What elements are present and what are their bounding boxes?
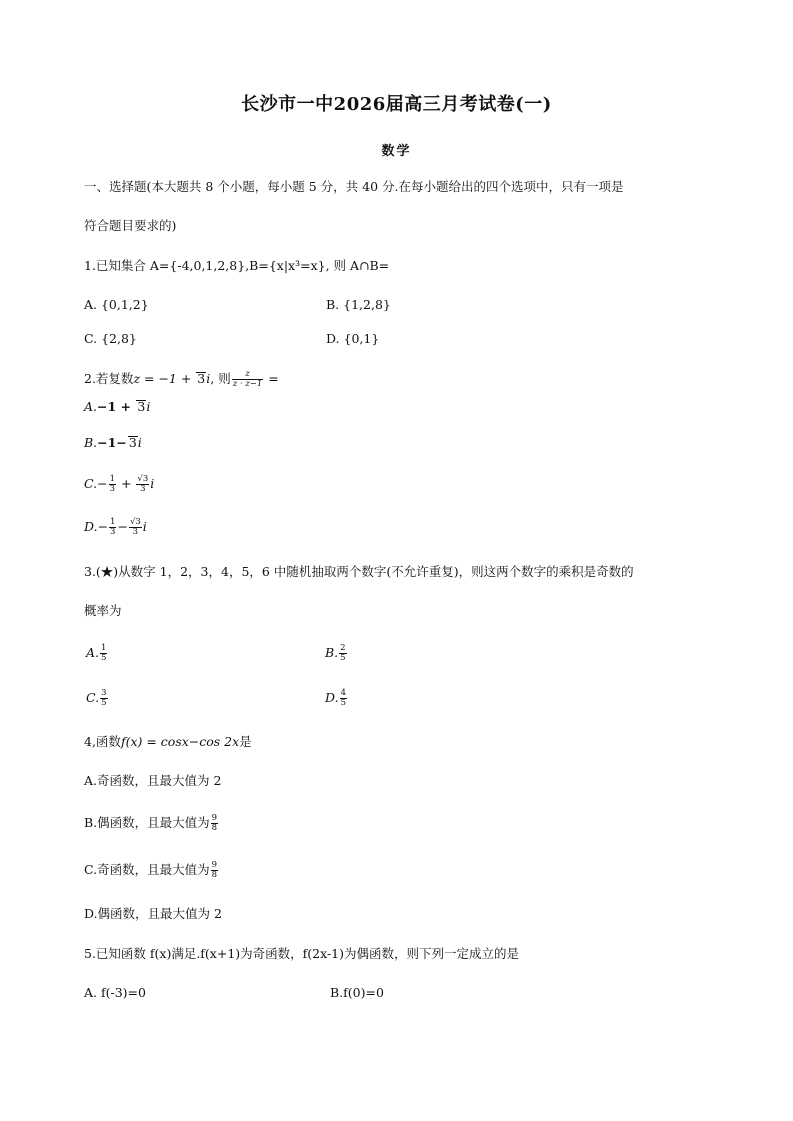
q3-d-label: D. xyxy=(325,690,339,705)
q2-c-minus: − xyxy=(97,476,108,491)
q3-stem-line1: 3.(★)从数字 1，2，3，4，5，6 中随机抽取两个数字(不允许重复)，则这两个数字的乘积是奇数的 xyxy=(84,564,634,579)
q2-a-sqrt: 3 xyxy=(137,399,146,414)
q5-option-b: B.f(0)=0 xyxy=(330,985,384,1000)
q3-b-num: 2 xyxy=(340,643,346,653)
q2-b-label: B. xyxy=(84,435,98,450)
q2-b-sqrt: 3 xyxy=(128,435,137,450)
q3-a-label: A. xyxy=(86,645,100,660)
q2-c-frac2-den: 3 xyxy=(140,484,146,494)
q2-d-label: D. xyxy=(84,519,98,534)
q2-d-minus: − xyxy=(97,519,109,534)
q2-d-i: i xyxy=(142,519,147,534)
q2-d-frac2-sqrt: 3 xyxy=(135,517,141,527)
q3-d-num: 4 xyxy=(340,688,346,698)
q4-c-den: 8 xyxy=(211,870,218,880)
q4-b-frac xyxy=(211,814,218,833)
q2-stem xyxy=(84,370,279,389)
q3-a-frac xyxy=(100,644,107,663)
q2-c-frac2-num: √3 xyxy=(137,474,149,484)
q2-stem-i: i xyxy=(206,371,211,386)
q2-option-b xyxy=(84,434,142,452)
q2-a-label: A. xyxy=(84,399,98,414)
q2-frac-den: z · z−1 xyxy=(232,379,263,389)
q3-c-den: 5 xyxy=(101,698,107,708)
q2-frac-num: z xyxy=(232,370,264,380)
q4-c-frac xyxy=(211,861,218,880)
q2-d-frac1-num: 1 xyxy=(110,517,116,527)
q2-d-frac1-den: 3 xyxy=(110,527,116,537)
q2-c-frac2-sqrt: 3 xyxy=(142,474,149,484)
q2-stem-z: z = −1 + xyxy=(133,371,196,386)
q2-stem-prefix: 2.若复数 xyxy=(84,371,134,386)
q2-c-i: i xyxy=(150,476,155,491)
q4-b-den: 8 xyxy=(211,823,218,833)
q4-c-num: 9 xyxy=(211,860,218,870)
q3-c-frac xyxy=(100,689,107,708)
section-instructions-line2: 符合题目要求的) xyxy=(84,218,177,233)
q2-b-expr: −1− xyxy=(97,435,127,450)
subject-title: 数学 xyxy=(381,144,412,159)
exam-title: 长沙市一中2026届高三月考试卷(一) xyxy=(241,94,552,115)
section-instructions-line1: 一、选择题(本大题共 8 个小题，每小题 5 分，共 40 分.在每小题给出的四个选项中，只有一项是 xyxy=(84,179,624,194)
q2-c-frac2 xyxy=(136,475,149,494)
q2-c-label: C. xyxy=(84,476,98,491)
q1-option-d: D. {0,1} xyxy=(326,331,380,346)
q4-option-c xyxy=(84,861,219,880)
q2-c-frac1-num: 1 xyxy=(109,474,115,484)
q3-option-b xyxy=(325,644,348,663)
q2-a-expr: −1 + xyxy=(97,399,136,414)
q2-c-frac1-den: 3 xyxy=(109,484,115,494)
q2-d-minus2: − xyxy=(117,519,128,534)
q1-option-c: C. {2,8} xyxy=(84,331,137,346)
q3-c-num: 3 xyxy=(101,688,107,698)
q1-stem: 1.已知集合 A={-4,0,1,2,8},B={x|x³=x}, 则 A∩B= xyxy=(84,258,390,273)
q3-a-den: 5 xyxy=(101,653,107,663)
q2-option-a xyxy=(84,398,150,416)
q1-option-a: A. {0,1,2} xyxy=(84,297,149,312)
q2-stem-fraction xyxy=(232,370,264,389)
q3-b-frac xyxy=(339,644,346,663)
q4-b-num: 9 xyxy=(211,813,218,823)
q3-option-c xyxy=(86,689,109,708)
q4-c-text: C.奇函数，且最大值为 xyxy=(84,862,210,877)
q3-stem-line2: 概率为 xyxy=(84,603,122,618)
q2-stem-sqrt: 3 xyxy=(197,371,206,386)
q2-d-frac1 xyxy=(109,518,116,537)
q3-option-a xyxy=(86,644,108,663)
q5-option-a: A. f(-3)=0 xyxy=(84,985,146,1000)
q4-option-d: D.偶函数，且最大值为 2 xyxy=(84,906,222,921)
q4-b-text: B.偶函数，且最大值为 xyxy=(84,815,210,830)
q4-stem-prefix: 4,函数 xyxy=(84,734,121,749)
q2-b-i: i xyxy=(137,435,142,450)
q3-option-d xyxy=(325,689,348,708)
q2-stem-then: , 则 xyxy=(210,371,231,386)
q1-option-b: B. {1,2,8} xyxy=(326,297,391,312)
q3-d-den: 5 xyxy=(340,698,346,708)
q3-c-label: C. xyxy=(86,690,100,705)
q5-stem: 5.已知函数 f(x)满足.f(x+1)为奇函数，f(2x-1)为偶函数，则下列一定成立的是 xyxy=(84,946,519,961)
q2-option-c xyxy=(84,475,154,494)
q2-d-frac2-num: √3 xyxy=(129,517,141,527)
q4-stem-expr: f(x) = cosx−cos 2x xyxy=(120,734,240,749)
q3-a-num: 1 xyxy=(101,643,107,653)
q2-c-plus: + xyxy=(117,476,136,491)
q2-d-frac2 xyxy=(129,518,142,537)
q3-b-label: B. xyxy=(325,645,339,660)
q4-option-a: A.奇函数，且最大值为 2 xyxy=(84,773,222,788)
q2-c-frac1 xyxy=(109,475,116,494)
q2-option-d xyxy=(84,518,147,537)
q4-stem-suffix: 是 xyxy=(239,734,252,749)
q3-b-den: 5 xyxy=(340,653,346,663)
q4-option-b xyxy=(84,814,219,833)
q2-stem-eq: = xyxy=(264,371,279,386)
q4-stem xyxy=(84,733,252,751)
q2-a-i: i xyxy=(146,399,151,414)
q3-d-frac xyxy=(340,689,347,708)
q2-d-frac2-den: 3 xyxy=(132,527,139,537)
